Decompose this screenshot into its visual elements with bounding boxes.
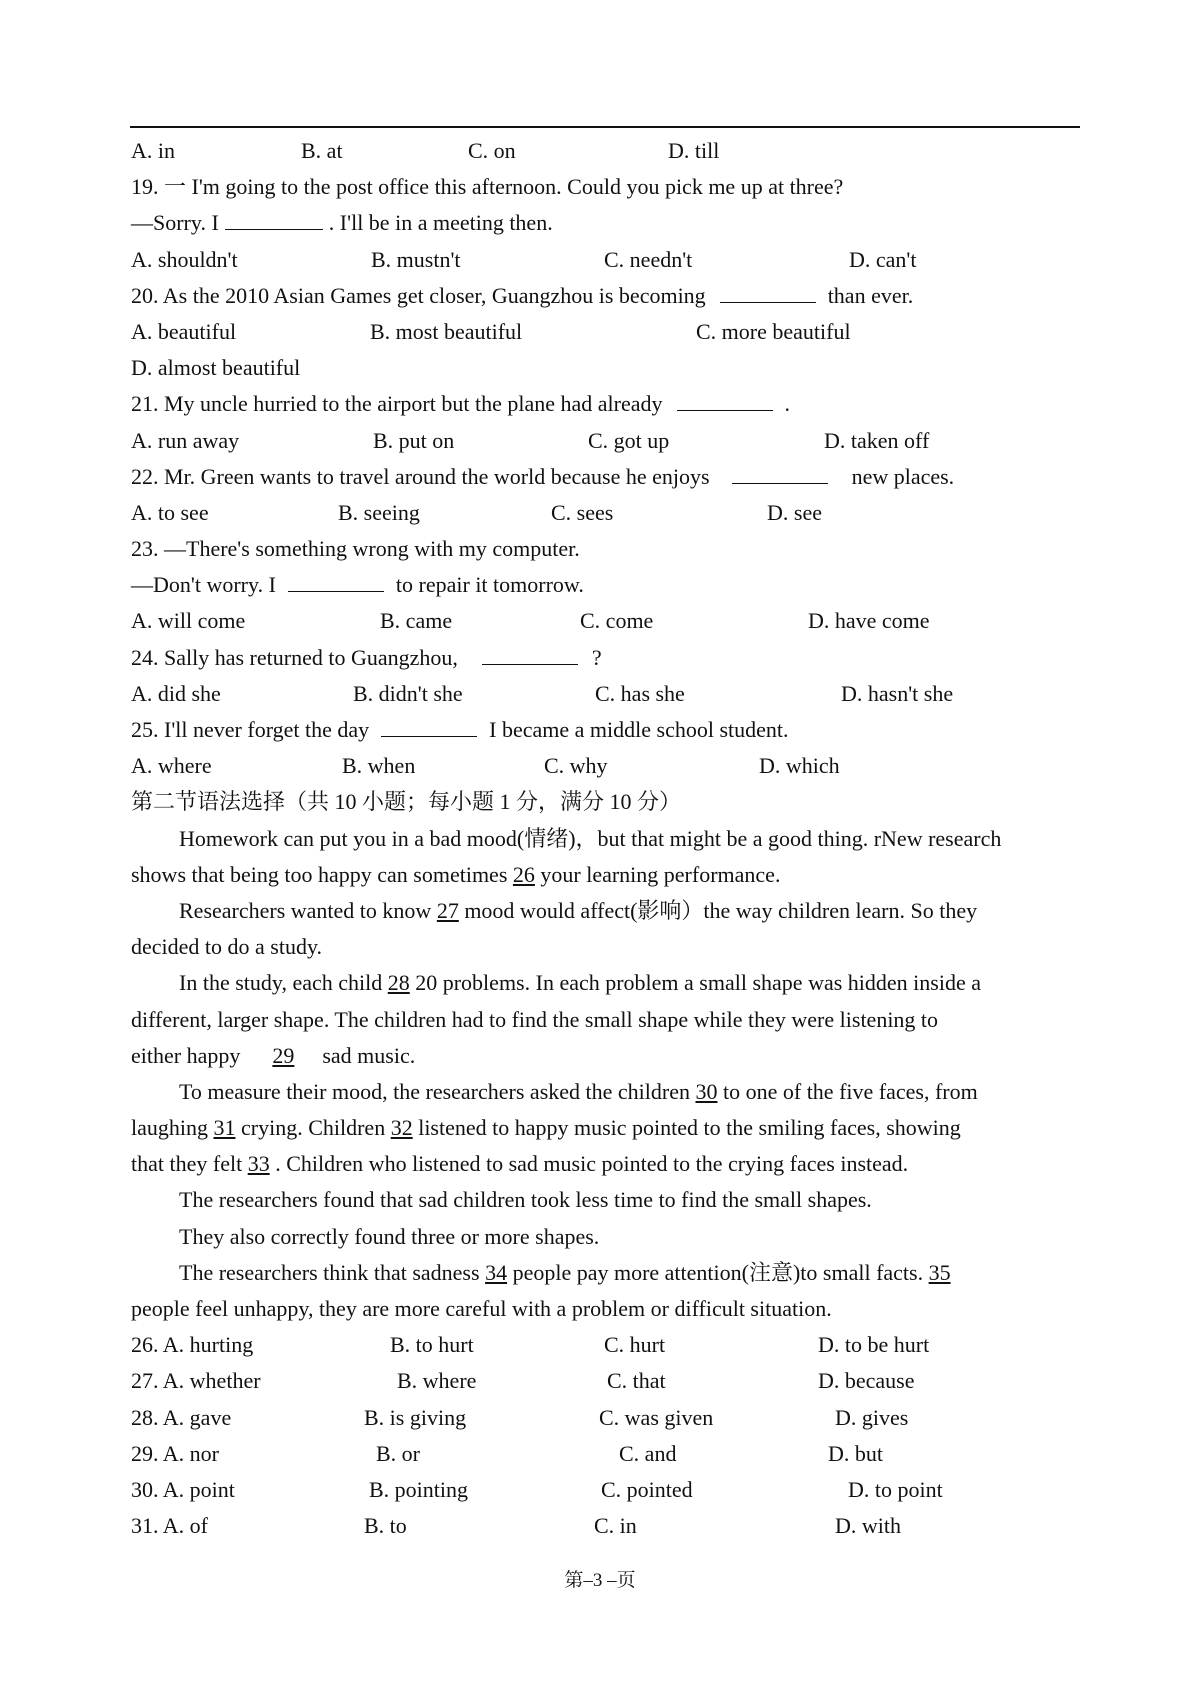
q29-option-d: D. but xyxy=(828,1440,883,1466)
q31-options xyxy=(131,1508,1081,1544)
q20-option-a: A. beautiful xyxy=(131,318,237,344)
q23-option-a: A. will come xyxy=(131,608,246,634)
q26-options xyxy=(131,1327,1081,1363)
q23-stem: 23. —There's something wrong with my computer. xyxy=(131,536,580,562)
passage-p3-line2: different, larger shape. The children had to find the small shape while they were listening to xyxy=(131,1006,939,1032)
q30-option-d: D. to point xyxy=(848,1476,943,1502)
q22-stem xyxy=(131,459,1081,495)
q27-option-a: 27. A. whether xyxy=(131,1368,261,1394)
q23-options xyxy=(131,603,1081,639)
page-footer: 第–3 –页 xyxy=(564,1570,636,1591)
passage-text: The researchers think that sadness xyxy=(179,1259,480,1285)
passage-text: In the study, each child xyxy=(179,970,383,996)
q25-stem-post: I became a middle school student. xyxy=(489,717,789,742)
q24-blank xyxy=(482,640,578,665)
q25-option-d: D. which xyxy=(759,753,840,779)
q22-option-c: C. sees xyxy=(551,499,614,525)
page-content xyxy=(131,133,1081,1544)
passage-text: laughing xyxy=(131,1115,208,1141)
passage-text: Researchers wanted to know xyxy=(179,897,432,923)
q22-option-b: B. seeing xyxy=(338,499,420,525)
q26-option-d: D. to be hurt xyxy=(818,1332,930,1358)
passage-text: your learning performance. xyxy=(540,861,781,887)
q20-option-c: C. more beautiful xyxy=(696,318,851,344)
blank-28: 28 xyxy=(387,970,410,996)
passage-text: sad music. xyxy=(322,1042,416,1068)
q20-stem-pre: 20. As the 2010 Asian Games get closer, Guangzhou is becoming xyxy=(131,282,706,308)
q21-option-a: A. run away xyxy=(131,427,240,453)
q21-option-b: B. put on xyxy=(373,427,455,453)
q19-option-c: C. needn't xyxy=(604,246,693,272)
q22-option-a: A. to see xyxy=(131,499,209,525)
passage-p6: They also correctly found three or more shapes. xyxy=(179,1223,600,1249)
q19-reply-post: . I'll be in a meeting then. xyxy=(328,210,553,236)
passage-text: either happy xyxy=(131,1042,241,1068)
passage-text: that they felt xyxy=(131,1151,243,1177)
q30-option-a: 30. A. point xyxy=(131,1476,235,1502)
q31-option-b: B. to xyxy=(364,1513,407,1539)
passage-p3-line1 xyxy=(131,965,1081,1001)
q31-option-a: 31. A. of xyxy=(131,1513,208,1539)
q19-stem: 19. 一 I'm going to the post office this afternoon. Could you pick me up at three? xyxy=(131,174,844,200)
q31-option-c: C. in xyxy=(594,1513,637,1539)
q28-option-d: D. gives xyxy=(835,1404,909,1430)
q22-option-d: D. see xyxy=(767,499,822,525)
q28-option-b: B. is giving xyxy=(364,1404,467,1430)
passage-text: mood would affect(影响）the way children learn. So they xyxy=(464,897,978,923)
q21-stem xyxy=(131,386,1081,422)
q27-option-c: C. that xyxy=(607,1368,666,1394)
q30-options xyxy=(131,1472,1081,1508)
q24-stem-pre: 24. Sally has returned to Guangzhou, xyxy=(131,644,458,670)
blank-32: 32 xyxy=(390,1115,413,1141)
q18-option-a: A. in xyxy=(131,138,175,163)
q24-option-a: A. did she xyxy=(131,680,221,706)
q20-option-b: B. most beautiful xyxy=(370,318,523,344)
q23-reply xyxy=(131,567,1081,603)
q24-option-b: B. didn't she xyxy=(353,680,463,706)
q31-option-d: D. with xyxy=(835,1513,901,1539)
q25-stem-pre: 25. I'll never forget the day xyxy=(131,717,370,742)
passage-p3-line3 xyxy=(131,1038,1081,1074)
q19-reply-pre: —Sorry. I xyxy=(131,210,219,236)
q23-option-d: D. have come xyxy=(808,608,930,634)
q22-blank xyxy=(732,459,828,484)
q21-stem-pre: 21. My uncle hurried to the airport but the plane had already xyxy=(131,391,663,417)
q19-options xyxy=(131,242,1081,278)
q24-options xyxy=(131,676,1081,712)
q21-option-c: C. got up xyxy=(588,427,670,453)
blank-35: 35 xyxy=(928,1259,951,1285)
q24-stem xyxy=(131,640,1081,676)
q25-option-a: A. where xyxy=(131,753,212,779)
q24-option-c: C. has she xyxy=(595,680,685,706)
q21-blank xyxy=(677,386,773,411)
q29-option-c: C. and xyxy=(619,1440,677,1466)
q27-option-d: D. because xyxy=(818,1368,915,1394)
blank-30: 30 xyxy=(695,1078,718,1104)
passage-p1-line1: Homework can put you in a bad mood(情绪)，but that might be a good thing. rNew research xyxy=(179,825,1002,851)
q23-blank xyxy=(288,567,384,592)
q28-options xyxy=(131,1400,1081,1436)
q28-option-c: C. was given xyxy=(599,1404,714,1430)
q23-reply-pre: —Don't worry. I xyxy=(131,572,276,598)
passage-text: To measure their mood, the researchers asked the children xyxy=(179,1078,690,1104)
passage-text: . Children who listened to sad music pointed to the crying faces instead. xyxy=(275,1151,909,1177)
passage-p4-line3 xyxy=(131,1146,1081,1182)
blank-26: 26 xyxy=(512,861,535,887)
q30-option-b: B. pointing xyxy=(369,1476,469,1502)
q18-options xyxy=(131,133,1081,169)
q21-stem-post: . xyxy=(784,391,790,417)
q24-option-d: D. hasn't she xyxy=(841,680,954,706)
passage-p7-line1 xyxy=(131,1255,1081,1291)
q29-options xyxy=(131,1436,1081,1472)
passage-text: listened to happy music pointed to the smiling faces, showing xyxy=(418,1115,961,1141)
q25-option-b: B. when xyxy=(342,753,416,779)
q19-reply xyxy=(131,205,1081,241)
q26-option-c: C. hurt xyxy=(604,1332,666,1358)
q20-options xyxy=(131,314,1081,350)
blank-31: 31 xyxy=(213,1115,236,1141)
q22-stem-post: new places. xyxy=(851,463,955,489)
q19-option-b: B. mustn't xyxy=(371,246,461,272)
q23-option-b: B. came xyxy=(380,608,453,634)
q25-stem xyxy=(131,712,1081,748)
q30-option-c: C. pointed xyxy=(601,1476,693,1502)
blank-34: 34 xyxy=(485,1259,508,1285)
passage-p2-line2: decided to do a study. xyxy=(131,934,323,960)
section2-title: 第二节语法选择（共 10 小题；每小题 1 分，满分 10 分） xyxy=(131,789,682,815)
q18-option-d: D. till xyxy=(668,138,720,163)
q18-option-c: C. on xyxy=(468,138,516,163)
passage-text: shows that being too happy can sometimes xyxy=(131,861,508,887)
blank-29: 29 xyxy=(272,1042,295,1068)
passage-text: crying. Children xyxy=(241,1115,386,1141)
passage-p7-line2: people feel unhappy, they are more careful with a problem or difficult situation. xyxy=(131,1296,832,1321)
passage-p1-line2 xyxy=(131,857,1081,893)
q22-options xyxy=(131,495,1081,531)
q21-option-d: D. taken off xyxy=(824,427,930,453)
passage-p2-line1 xyxy=(131,893,1081,929)
passage-p4-line1 xyxy=(131,1074,1081,1110)
q21-options xyxy=(131,423,1081,459)
passage-p5: The researchers found that sad children took less time to find the small shapes. xyxy=(179,1187,872,1213)
passage-text: 20 problems. In each problem a small shape was hidden inside a xyxy=(415,970,981,996)
q19-option-a: A. shouldn't xyxy=(131,246,238,272)
q19-blank xyxy=(225,205,323,230)
passage-p4-line2 xyxy=(131,1110,1081,1146)
q20-stem xyxy=(131,278,1081,314)
q20-stem-post: than ever. xyxy=(827,282,914,308)
q23-option-c: C. come xyxy=(580,608,654,634)
q20-option-d: D. almost beautiful xyxy=(131,355,301,381)
q26-option-a: 26. A. hurting xyxy=(131,1332,254,1358)
blank-33: 33 xyxy=(247,1151,270,1177)
q25-option-c: C. why xyxy=(544,753,608,779)
blank-27: 27 xyxy=(436,897,459,923)
q19-option-d: D. can't xyxy=(849,246,917,272)
q20-blank xyxy=(720,278,816,303)
q29-option-b: B. or xyxy=(376,1440,420,1466)
q25-blank xyxy=(381,712,477,737)
q18-option-b: B. at xyxy=(301,138,343,163)
q28-option-a: 28. A. gave xyxy=(131,1404,232,1430)
q26-option-b: B. to hurt xyxy=(390,1332,474,1358)
q29-option-a: 29. A. nor xyxy=(131,1440,219,1466)
q23-reply-post: to repair it tomorrow. xyxy=(395,572,584,598)
q27-options xyxy=(131,1363,1081,1399)
top-rule xyxy=(130,126,1080,128)
q25-options xyxy=(131,748,1081,784)
q24-stem-post: ? xyxy=(591,644,602,670)
passage-text: to one of the five faces, from xyxy=(722,1078,978,1104)
q27-option-b: B. where xyxy=(397,1368,477,1394)
q22-stem-pre: 22. Mr. Green wants to travel around the world because he enjoys xyxy=(131,463,710,489)
passage-text: people pay more attention(注意)to small facts. xyxy=(512,1259,924,1285)
